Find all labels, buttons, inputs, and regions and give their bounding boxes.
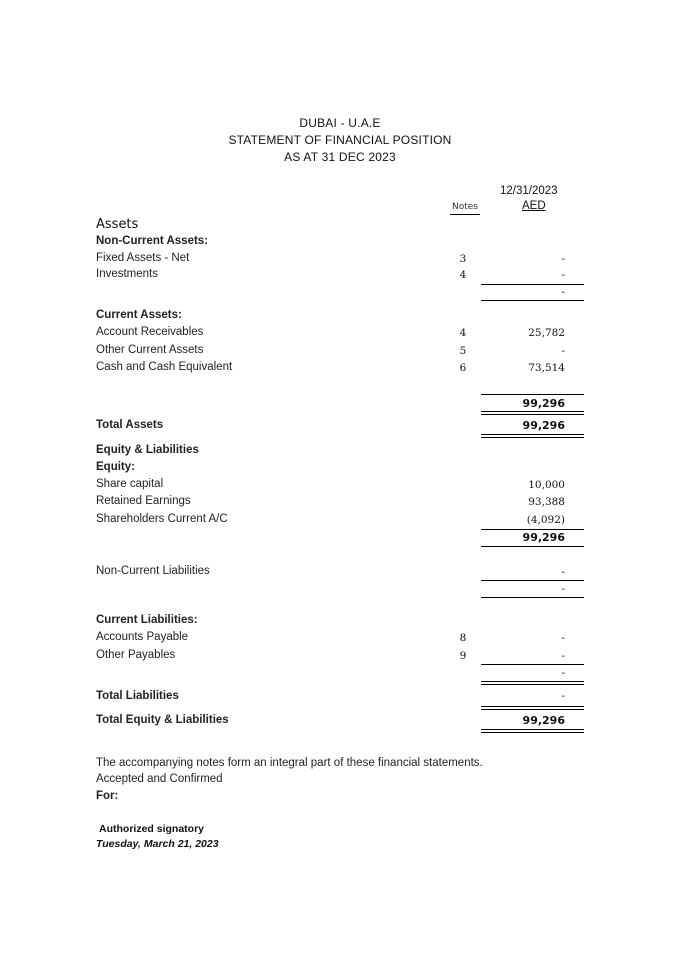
rule bbox=[481, 300, 584, 301]
equity-heading: Equity: bbox=[96, 461, 135, 473]
other-payables-value: - bbox=[561, 650, 565, 662]
for-label: For: bbox=[96, 790, 119, 802]
authorized-signatory: Authorized signatory bbox=[99, 823, 205, 835]
current-assets-heading: Current Assets: bbox=[96, 309, 182, 321]
statement-title: STATEMENT OF FINANCIAL POSITION bbox=[228, 133, 452, 147]
double-rule bbox=[481, 681, 584, 685]
rule bbox=[481, 529, 584, 530]
retained-earnings-label: Retained Earnings bbox=[96, 495, 191, 507]
fixed-assets-note: 3 bbox=[459, 253, 467, 265]
total-assets-label: Total Assets bbox=[96, 419, 164, 431]
rule bbox=[481, 546, 584, 547]
other-current-assets-note: 5 bbox=[459, 345, 467, 357]
fixed-assets-label: Fixed Assets - Net bbox=[96, 252, 190, 264]
equity-liabilities-heading: Equity & Liabilities bbox=[96, 444, 199, 456]
notes-statement: The accompanying notes form an integral part of these financial statements. bbox=[96, 757, 483, 769]
rule bbox=[481, 664, 584, 665]
share-capital-label: Share capital bbox=[96, 478, 164, 490]
investments-value: - bbox=[561, 269, 565, 281]
equity-total: 99,296 bbox=[522, 531, 565, 544]
investments-note: 4 bbox=[459, 269, 467, 281]
double-rule bbox=[481, 434, 584, 438]
accounts-payable-label: Accounts Payable bbox=[96, 631, 189, 643]
accounts-payable-note: 8 bbox=[459, 632, 467, 644]
rule bbox=[481, 284, 584, 285]
assets-heading: Assets bbox=[96, 217, 139, 232]
other-current-assets-value: - bbox=[561, 345, 565, 357]
receivables-value: 25,782 bbox=[528, 327, 565, 339]
non-current-assets-heading: Non-Current Assets: bbox=[96, 235, 209, 247]
notes-underline bbox=[450, 214, 480, 215]
accounts-payable-value: - bbox=[561, 632, 565, 644]
cash-label: Cash and Cash Equivalent bbox=[96, 361, 233, 373]
current-liabilities-total: - bbox=[561, 667, 565, 679]
investments-label: Investments bbox=[96, 268, 158, 280]
double-rule bbox=[481, 729, 584, 733]
receivables-note: 4 bbox=[459, 327, 467, 339]
retained-earnings-value: 93,388 bbox=[528, 496, 565, 508]
total-equity-liabilities-value: 99,296 bbox=[522, 714, 565, 727]
other-current-assets-label: Other Current Assets bbox=[96, 344, 204, 356]
rule bbox=[481, 394, 584, 395]
non-current-assets-total: - bbox=[561, 286, 565, 298]
double-rule bbox=[481, 706, 584, 710]
statement-date: AS AT 31 DEC 2023 bbox=[284, 150, 396, 164]
total-liabilities-label: Total Liabilities bbox=[96, 690, 179, 702]
non-current-liabilities-total: - bbox=[561, 583, 565, 595]
double-rule bbox=[481, 411, 584, 415]
shareholders-account-value: (4,092) bbox=[526, 514, 565, 526]
current-liabilities-heading: Current Liabilities: bbox=[96, 614, 198, 626]
current-assets-total: 99,296 bbox=[522, 397, 565, 410]
total-equity-liabilities-label: Total Equity & Liabilities bbox=[96, 714, 229, 726]
share-capital-value: 10,000 bbox=[528, 479, 565, 491]
shareholders-account-label: Shareholders Current A/C bbox=[96, 513, 228, 525]
fixed-assets-value: - bbox=[561, 253, 565, 265]
non-current-liabilities-label: Non-Current Liabilities bbox=[96, 565, 210, 577]
cash-note: 6 bbox=[459, 362, 467, 374]
total-assets-value: 99,296 bbox=[522, 419, 565, 432]
column-notes: Notes bbox=[452, 202, 478, 212]
column-date: 12/31/2023 bbox=[500, 185, 558, 197]
signature-date: Tuesday, March 21, 2023 bbox=[96, 838, 219, 850]
rule bbox=[481, 580, 584, 581]
other-payables-label: Other Payables bbox=[96, 649, 176, 661]
total-liabilities-value: - bbox=[561, 690, 565, 702]
non-current-liabilities-value: - bbox=[561, 566, 565, 578]
accepted-confirmed: Accepted and Confirmed bbox=[96, 773, 223, 785]
other-payables-note: 9 bbox=[459, 650, 467, 662]
column-currency: AED bbox=[522, 200, 546, 212]
company-location: DUBAI - U.A.E bbox=[299, 116, 381, 130]
cash-value: 73,514 bbox=[528, 362, 565, 374]
receivables-label: Account Receivables bbox=[96, 326, 204, 338]
rule bbox=[481, 597, 584, 598]
